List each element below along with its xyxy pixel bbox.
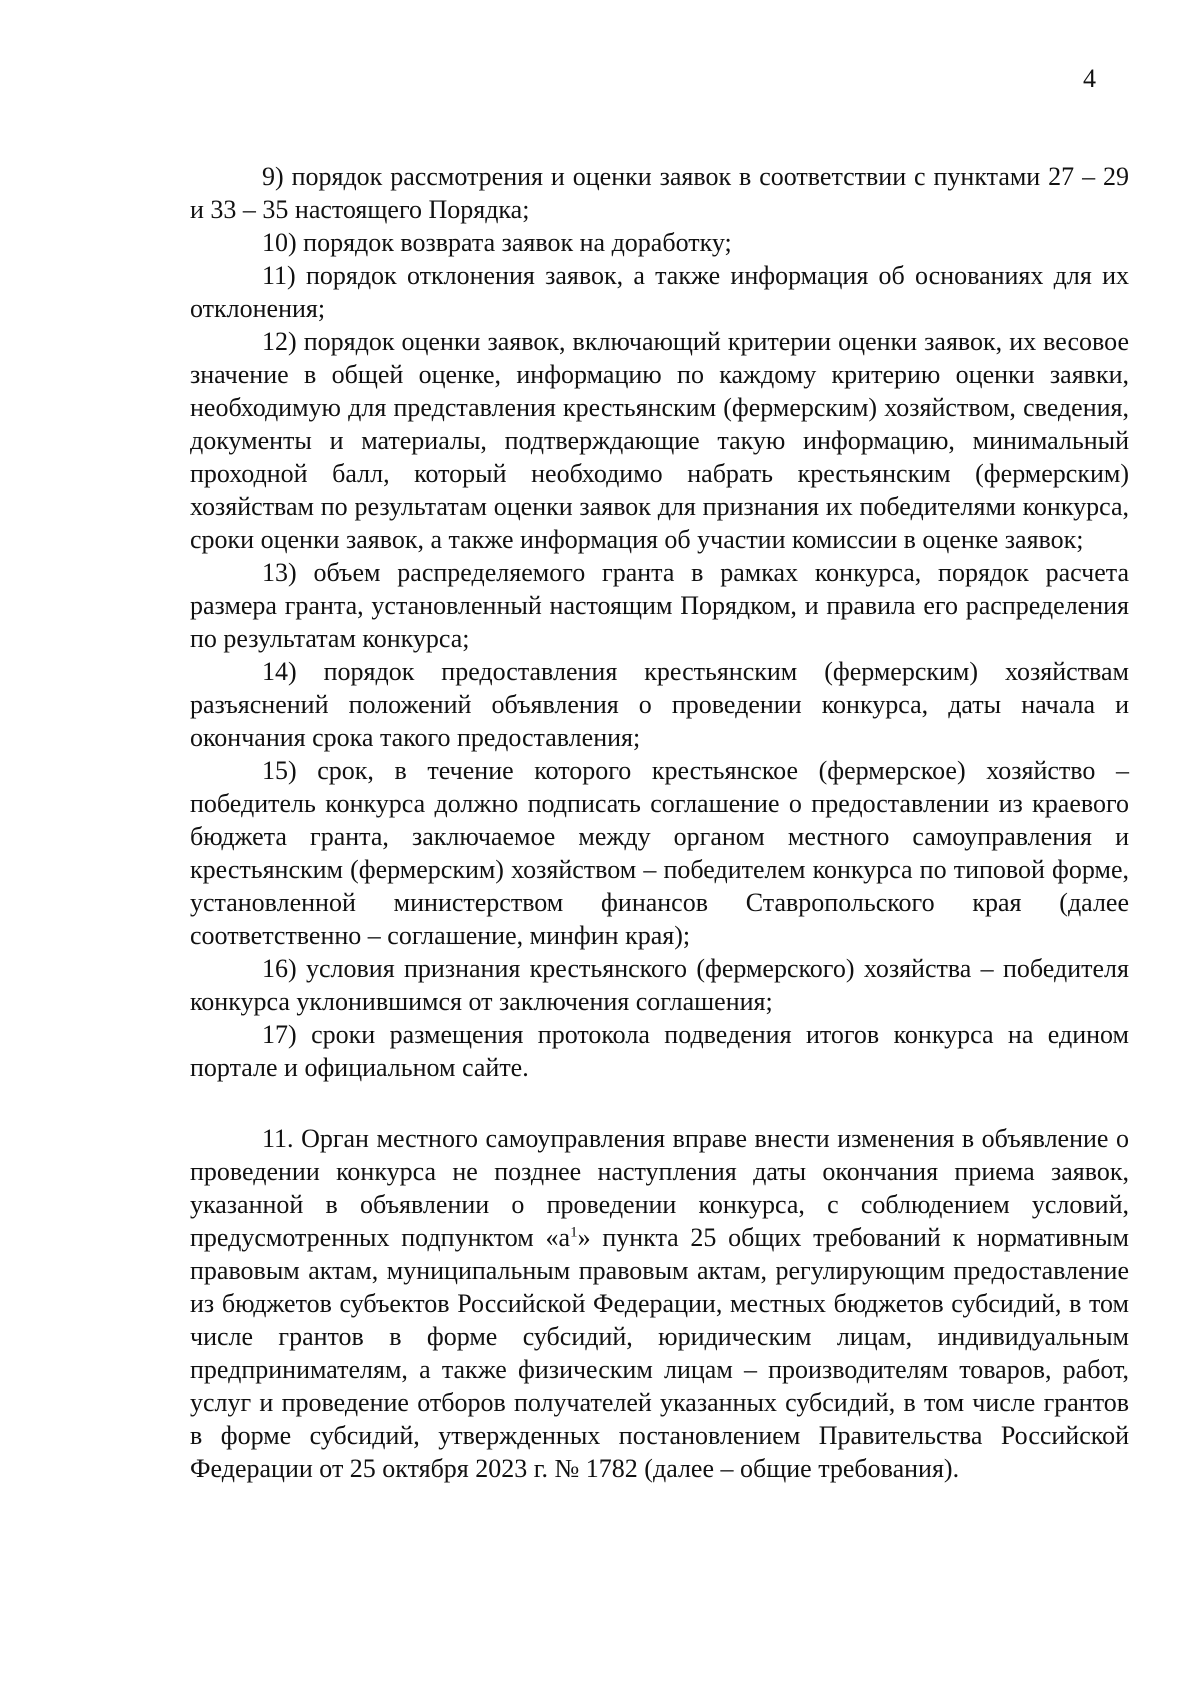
- section-11-paragraph: [190, 1122, 1129, 1485]
- section-11-text-start: 11. Орган местного самоуправления вправе внести изменения в объявление о проведении конкурса не позднее наступления даты окончания приема заявок, указанной в объявлении о проведении конкурса, с соблюдением условий, предусмотренных подпунктом «а: [190, 1124, 1129, 1252]
- superscript-marker: 1: [570, 1224, 578, 1241]
- list-item-12: 12) порядок оценки заявок, включающий критерии оценки заявок, их весовое значение в общей оценке, информацию по каждому критерию оценки заявки, необходимую для представления крестьянским (фермерским) хозяйством, сведения, документы и материалы, подтверждающие такую информацию, минимальный проходной балл, который необходимо набрать крестьянским (фермерским) хозяйствам по результатам оценки заявок для признания их победителями конкурса, сроки оценки заявок, а также информация об участии комиссии в оценке заявок;: [190, 327, 1129, 554]
- list-item-13: 13) объем распределяемого гранта в рамках конкурса, порядок расчета размера гранта, установленный настоящим Порядком, и правила его распределения по результатам конкурса;: [190, 558, 1129, 653]
- list-item-17: 17) сроки размещения протокола подведения итогов конкурса на едином портале и официальном сайте.: [190, 1020, 1129, 1082]
- list-item-11: 11) порядок отклонения заявок, а также информация об основаниях для их отклонения;: [190, 261, 1129, 323]
- document-body: [190, 160, 1129, 1485]
- list-item-9: 9) порядок рассмотрения и оценки заявок в соответствии с пунктами 27 – 29 и 33 – 35 настоящего Порядка;: [190, 162, 1129, 224]
- list-item-10: 10) порядок возврата заявок на доработку;: [262, 228, 732, 257]
- list-item-15: 15) срок, в течение которого крестьянское (фермерское) хозяйство – победитель конкурса должно подписать соглашение о предоставлении из краевого бюджета гранта, заключаемое между органом местного самоуправления и крестьянским (фермерским) хозяйством – победителем конкурса по типовой форме, установленной министерством финансов Ставропольского края (далее соответственно – соглашение, минфин края);: [190, 756, 1129, 950]
- page-number: 4: [1083, 64, 1096, 93]
- section-11-text-end: » пункта 25 общих требований к нормативным правовым актам, муниципальным правовым актам, регулирующим предоставление из бюджетов субъектов Российской Федерации, местных бюджетов субсидий, в том числе грантов в форме субсидий, юридическим лицам, индивидуальным предпринимателям, а также физическим лицам – производителям товаров, работ, услуг и проведение отборов получателей указанных субсидий, в том числе грантов в форме субсидий, утвержденных постановлением Правительства Российской Федерации от 25 октября 2023 г. № 1782 (далее – общие требования).: [190, 1223, 1129, 1483]
- list-item-14: 14) порядок предоставления крестьянским (фермерским) хозяйствам разъяснений положений объявления о проведении конкурса, даты начала и окончания срока такого предоставления;: [190, 657, 1129, 752]
- list-item-16: 16) условия признания крестьянского (фермерского) хозяйства – победителя конкурса уклонившимся от заключения соглашения;: [190, 954, 1129, 1016]
